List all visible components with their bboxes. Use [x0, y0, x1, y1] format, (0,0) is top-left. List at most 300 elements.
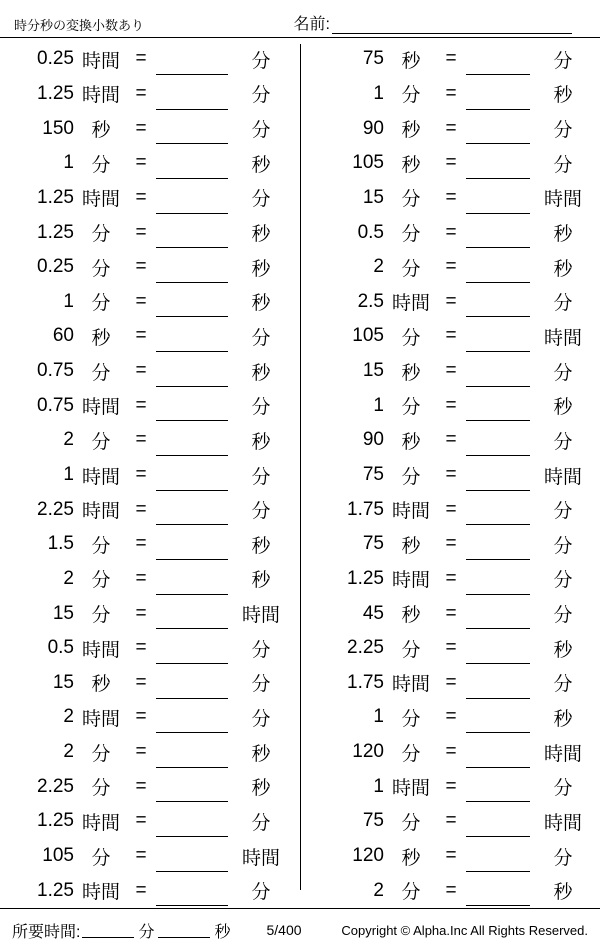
equals-sign: =: [135, 360, 147, 382]
answer-unit: 分: [251, 501, 271, 523]
equals-sign: =: [445, 671, 457, 693]
equals-sign: =: [445, 48, 457, 70]
problem-value: 75: [362, 533, 384, 555]
answer-unit: 秒: [553, 397, 573, 419]
answer-unit: 時間: [543, 466, 582, 488]
problem-value: 0.75: [37, 394, 74, 416]
problem-unit: 時間: [391, 778, 430, 800]
answer-input-line[interactable]: [466, 783, 530, 802]
equals-sign: =: [135, 567, 147, 589]
problem-unit: 時間: [81, 882, 120, 904]
equals-sign: =: [135, 671, 147, 693]
worksheet-footer: [0, 908, 600, 952]
answer-unit: 時間: [241, 605, 280, 627]
equals-sign: =: [445, 394, 457, 416]
problem-value: 15: [52, 602, 74, 624]
equals-sign: =: [445, 464, 457, 485]
answer-input-line[interactable]: [156, 610, 228, 629]
answer-unit: 時間: [543, 327, 582, 349]
problem-row: [10, 873, 288, 908]
problem-row: [10, 111, 288, 146]
problem-unit: 分: [401, 743, 421, 765]
problem-value: 0.5: [47, 637, 74, 659]
equals-sign: =: [135, 152, 147, 174]
problem-unit: 分: [91, 605, 111, 627]
problem-value: 1.75: [347, 498, 384, 520]
answer-unit: 分: [553, 674, 573, 696]
problem-row: [320, 388, 590, 423]
problem-value: 0.5: [357, 221, 384, 243]
answer-input-line[interactable]: [156, 229, 228, 248]
equals-sign: =: [445, 290, 457, 312]
problem-unit: 分: [401, 882, 421, 904]
problem-row: [320, 77, 590, 112]
answer-input-line[interactable]: [466, 368, 530, 387]
equals-sign: =: [445, 429, 457, 451]
problem-value: 120: [352, 845, 384, 867]
problem-unit: 分: [401, 812, 421, 834]
problem-unit: 秒: [401, 50, 421, 72]
answer-unit: 分: [251, 50, 271, 72]
problem-row: [320, 666, 590, 701]
answer-input-line[interactable]: [156, 645, 228, 664]
problem-row: [320, 423, 590, 458]
problem-row: [320, 596, 590, 631]
answer-unit: 分: [553, 847, 573, 869]
column-divider: [300, 44, 301, 890]
problem-row: [10, 423, 288, 458]
answer-unit: 分: [251, 882, 271, 904]
problem-row: [10, 284, 288, 319]
problem-unit: 秒: [401, 120, 421, 142]
answer-input-line[interactable]: [466, 437, 530, 456]
problem-unit: 分: [91, 535, 111, 557]
answer-input-line[interactable]: [156, 125, 228, 144]
problem-value: 0.25: [37, 256, 74, 278]
problem-unit: 時間: [391, 570, 430, 592]
answer-input-line[interactable]: [466, 333, 530, 352]
problem-unit: 分: [401, 639, 421, 661]
answer-unit: 秒: [553, 224, 573, 246]
problem-unit: 分: [401, 85, 421, 107]
problem-unit: 時間: [81, 466, 120, 488]
answer-input-line[interactable]: [466, 91, 530, 110]
problem-unit: 分: [91, 154, 111, 176]
problem-value: 0.25: [37, 48, 74, 70]
equals-sign: =: [135, 48, 147, 70]
problem-value: 1.75: [347, 671, 384, 693]
worksheet-header: [0, 0, 600, 34]
answer-input-line[interactable]: [466, 714, 530, 733]
problem-row: [320, 631, 590, 666]
problem-row: [320, 250, 590, 285]
problem-unit: 秒: [401, 847, 421, 869]
answer-unit: 秒: [251, 293, 271, 315]
problem-unit: 分: [91, 362, 111, 384]
equals-sign: =: [445, 152, 457, 174]
problem-row: [10, 562, 288, 597]
elapsed-minutes-input[interactable]: [82, 922, 134, 938]
problem-unit: 分: [401, 258, 421, 280]
equals-sign: =: [445, 706, 457, 728]
problem-unit: 時間: [81, 50, 120, 72]
answer-input-line[interactable]: [466, 56, 530, 75]
problem-value: 2: [63, 429, 74, 451]
answer-input-line[interactable]: [156, 264, 228, 283]
problem-row: [10, 77, 288, 112]
answer-input-line[interactable]: [156, 506, 228, 525]
equals-sign: =: [445, 221, 457, 243]
problem-value: 150: [42, 117, 74, 139]
answer-unit: 分: [553, 293, 573, 315]
answer-input-line[interactable]: [466, 472, 530, 491]
answer-unit: 分: [553, 570, 573, 592]
answer-unit: 分: [251, 327, 271, 349]
answer-unit: 分: [251, 85, 271, 107]
problem-value: 1.25: [37, 810, 74, 832]
answer-unit: 時間: [241, 847, 280, 869]
problem-row: [10, 354, 288, 389]
footer-divider: [0, 908, 600, 909]
equals-sign: =: [135, 602, 147, 624]
name-field-area: [294, 16, 572, 34]
answer-unit: 秒: [251, 570, 271, 592]
problem-unit: 分: [401, 708, 421, 730]
answer-unit: 秒: [251, 535, 271, 557]
problem-value: 2: [373, 256, 384, 278]
elapsed-seconds-unit: 秒: [214, 923, 231, 941]
answer-input-line[interactable]: [156, 437, 228, 456]
answer-unit: 分: [553, 501, 573, 523]
equals-sign: =: [135, 775, 147, 797]
problem-value: 90: [362, 117, 384, 139]
problem-unit: 時間: [81, 189, 120, 211]
answer-unit: 分: [251, 639, 271, 661]
problem-column-left: [10, 42, 300, 908]
answer-input-line[interactable]: [466, 160, 530, 179]
problem-value: 105: [42, 845, 74, 867]
answer-unit: 時間: [543, 743, 582, 765]
problem-value: 1: [63, 290, 74, 312]
problem-unit: 分: [91, 743, 111, 765]
problem-value: 75: [362, 810, 384, 832]
problem-value: 2: [373, 879, 384, 901]
problem-row: [320, 839, 590, 874]
problem-row: [320, 735, 590, 770]
answer-input-line[interactable]: [156, 91, 228, 110]
elapsed-seconds-input[interactable]: [158, 922, 210, 938]
answer-input-line[interactable]: [466, 610, 530, 629]
equals-sign: =: [135, 498, 147, 520]
problem-value: 120: [352, 741, 384, 763]
answer-input-line[interactable]: [156, 853, 228, 872]
equals-sign: =: [445, 82, 457, 104]
problem-row: [320, 146, 590, 181]
problem-value: 2.25: [37, 775, 74, 797]
problem-row: [320, 804, 590, 839]
problem-unit: 秒: [401, 362, 421, 384]
answer-input-line[interactable]: [156, 818, 228, 837]
equals-sign: =: [445, 810, 457, 832]
answer-input-line[interactable]: [466, 818, 530, 837]
problem-value: 45: [362, 602, 384, 624]
problem-value: 2: [63, 567, 74, 589]
answer-input-line[interactable]: [466, 229, 530, 248]
problem-unit: 分: [401, 397, 421, 419]
answer-unit: 分: [553, 50, 573, 72]
answer-input-line[interactable]: [466, 402, 530, 421]
problem-row: [320, 215, 590, 250]
problem-value: 1.25: [37, 186, 74, 208]
problem-columns: [0, 38, 600, 908]
answer-input-line[interactable]: [466, 680, 530, 699]
problem-unit: 分: [401, 327, 421, 349]
equals-sign: =: [135, 810, 147, 832]
equals-sign: =: [445, 117, 457, 139]
equals-sign: =: [445, 845, 457, 867]
answer-unit: 分: [553, 605, 573, 627]
answer-input-line[interactable]: [466, 125, 530, 144]
equals-sign: =: [445, 879, 457, 901]
equals-sign: =: [135, 117, 147, 139]
answer-unit: 分: [251, 120, 271, 142]
problem-unit: 秒: [401, 154, 421, 176]
answer-input-line[interactable]: [466, 264, 530, 283]
equals-sign: =: [135, 290, 147, 312]
answer-unit: 秒: [251, 778, 271, 800]
problem-unit: 時間: [81, 812, 120, 834]
answer-unit: 秒: [553, 882, 573, 904]
answer-input-line[interactable]: [156, 160, 228, 179]
problem-unit: 秒: [401, 605, 421, 627]
problem-row: [320, 354, 590, 389]
problem-row: [320, 319, 590, 354]
problem-value: 2.5: [357, 290, 384, 312]
problem-value: 1: [63, 464, 74, 485]
name-label: 名前:: [293, 16, 330, 33]
problem-unit: 時間: [81, 397, 120, 419]
problem-value: 105: [352, 152, 384, 174]
problem-row: [10, 631, 288, 666]
answer-unit: 秒: [251, 362, 271, 384]
answer-input-line[interactable]: [466, 887, 530, 906]
copyright-notice: Copyright © Alpha.Inc All Rights Reserved.: [341, 922, 588, 938]
problem-row: [10, 181, 288, 216]
answer-unit: 分: [553, 535, 573, 557]
problem-value: 1.25: [37, 221, 74, 243]
page-number: 5/400: [266, 922, 302, 938]
problem-unit: 時間: [81, 501, 120, 523]
problem-value: 1: [373, 82, 384, 104]
problem-unit: 時間: [81, 85, 120, 107]
answer-input-line[interactable]: [156, 680, 228, 699]
equals-sign: =: [445, 637, 457, 659]
answer-input-line[interactable]: [156, 56, 228, 75]
problem-row: [320, 873, 590, 908]
equals-sign: =: [445, 325, 457, 347]
answer-unit: 分: [251, 189, 271, 211]
problem-value: 2: [63, 706, 74, 728]
problem-value: 1.25: [347, 567, 384, 589]
answer-input-line[interactable]: [466, 645, 530, 664]
problem-unit: 時間: [81, 708, 120, 730]
equals-sign: =: [135, 533, 147, 555]
answer-input-line[interactable]: [156, 887, 228, 906]
answer-unit: 秒: [553, 639, 573, 661]
equals-sign: =: [445, 256, 457, 278]
problem-value: 1.25: [37, 879, 74, 901]
problem-value: 1: [63, 152, 74, 174]
problem-row: [10, 250, 288, 285]
answer-unit: 時間: [543, 189, 582, 211]
problem-unit: 分: [91, 847, 111, 869]
problem-row: [10, 527, 288, 562]
problem-unit: 分: [91, 778, 111, 800]
problem-unit: 分: [91, 224, 111, 246]
problem-value: 90: [362, 429, 384, 451]
answer-unit: 分: [251, 812, 271, 834]
equals-sign: =: [135, 879, 147, 901]
problem-value: 15: [362, 186, 384, 208]
answer-unit: 分: [553, 362, 573, 384]
equals-sign: =: [135, 637, 147, 659]
problem-row: [10, 492, 288, 527]
elapsed-time-label: 所要時間:: [12, 923, 81, 941]
problem-row: [320, 42, 590, 77]
equals-sign: =: [135, 429, 147, 451]
equals-sign: =: [445, 533, 457, 555]
problem-unit: 分: [91, 431, 111, 453]
problem-column-right: [300, 42, 590, 908]
equals-sign: =: [135, 741, 147, 763]
answer-input-line[interactable]: [156, 472, 228, 491]
equals-sign: =: [445, 775, 457, 797]
answer-input-line[interactable]: [466, 298, 530, 317]
answer-unit: 分: [553, 778, 573, 800]
problem-row: [320, 527, 590, 562]
answer-unit: 分: [553, 154, 573, 176]
answer-input-line[interactable]: [466, 749, 530, 768]
problem-unit: 分: [401, 189, 421, 211]
answer-input-line[interactable]: [156, 783, 228, 802]
problem-value: 105: [352, 325, 384, 347]
problem-unit: 秒: [91, 120, 111, 142]
problem-row: [10, 804, 288, 839]
answer-input-line[interactable]: [466, 541, 530, 560]
problem-value: 1.5: [47, 533, 74, 555]
problem-unit: 分: [91, 293, 111, 315]
problem-row: [320, 700, 590, 735]
answer-unit: 分: [553, 431, 573, 453]
problem-unit: 分: [91, 258, 111, 280]
problem-unit: 時間: [391, 501, 430, 523]
answer-input-line[interactable]: [156, 368, 228, 387]
answer-input-line[interactable]: [156, 195, 228, 214]
elapsed-minutes-unit: 分: [138, 923, 155, 941]
problem-unit: 分: [91, 570, 111, 592]
problem-value: 1: [373, 394, 384, 416]
problem-unit: 秒: [401, 431, 421, 453]
answer-unit: 秒: [553, 85, 573, 107]
problem-value: 2.25: [347, 637, 384, 659]
answer-input-line[interactable]: [156, 402, 228, 421]
equals-sign: =: [445, 602, 457, 624]
answer-unit: 秒: [251, 431, 271, 453]
problem-unit: 分: [401, 224, 421, 246]
equals-sign: =: [135, 845, 147, 867]
answer-unit: 分: [553, 120, 573, 142]
problem-value: 1: [373, 706, 384, 728]
problem-row: [10, 146, 288, 181]
answer-input-line[interactable]: [156, 749, 228, 768]
equals-sign: =: [445, 186, 457, 208]
answer-input-line[interactable]: [156, 714, 228, 733]
equals-sign: =: [135, 325, 147, 347]
answer-unit: 秒: [251, 258, 271, 280]
problem-value: 60: [52, 325, 74, 347]
problem-value: 15: [52, 671, 74, 693]
answer-input-line[interactable]: [156, 298, 228, 317]
equals-sign: =: [445, 567, 457, 589]
problem-value: 15: [362, 360, 384, 382]
problem-row: [10, 42, 288, 77]
answer-unit: 分: [251, 397, 271, 419]
equals-sign: =: [135, 464, 147, 485]
answer-input-line[interactable]: [156, 576, 228, 595]
equals-sign: =: [135, 82, 147, 104]
problem-row: [10, 319, 288, 354]
answer-input-line[interactable]: [466, 853, 530, 872]
answer-unit: 分: [251, 466, 271, 488]
problem-unit: 秒: [91, 327, 111, 349]
answer-unit: 秒: [251, 224, 271, 246]
problem-row: [10, 839, 288, 874]
problem-row: [320, 458, 590, 493]
problem-row: [10, 215, 288, 250]
equals-sign: =: [445, 360, 457, 382]
answer-unit: 時間: [543, 812, 582, 834]
problem-row: [320, 284, 590, 319]
problem-unit: 時間: [391, 293, 430, 315]
answer-input-line[interactable]: [156, 541, 228, 560]
problem-row: [320, 492, 590, 527]
answer-unit: 分: [251, 708, 271, 730]
problem-unit: 分: [401, 466, 421, 488]
equals-sign: =: [135, 706, 147, 728]
equals-sign: =: [135, 256, 147, 278]
answer-input-line[interactable]: [156, 333, 228, 352]
problem-value: 75: [362, 464, 384, 485]
answer-input-line[interactable]: [466, 506, 530, 525]
answer-input-line[interactable]: [466, 576, 530, 595]
problem-value: 1.25: [37, 82, 74, 104]
name-input-line[interactable]: [332, 18, 572, 34]
problem-unit: 秒: [91, 674, 111, 696]
answer-input-line[interactable]: [466, 195, 530, 214]
page-title: 時分秒の変換小数あり: [14, 18, 145, 33]
answer-unit: 秒: [553, 708, 573, 730]
equals-sign: =: [445, 741, 457, 763]
problem-unit: 時間: [391, 674, 430, 696]
problem-row: [10, 596, 288, 631]
answer-unit: 分: [251, 674, 271, 696]
equals-sign: =: [445, 498, 457, 520]
problem-value: 0.75: [37, 360, 74, 382]
equals-sign: =: [135, 221, 147, 243]
equals-sign: =: [135, 394, 147, 416]
problem-row: [320, 111, 590, 146]
problem-row: [10, 666, 288, 701]
